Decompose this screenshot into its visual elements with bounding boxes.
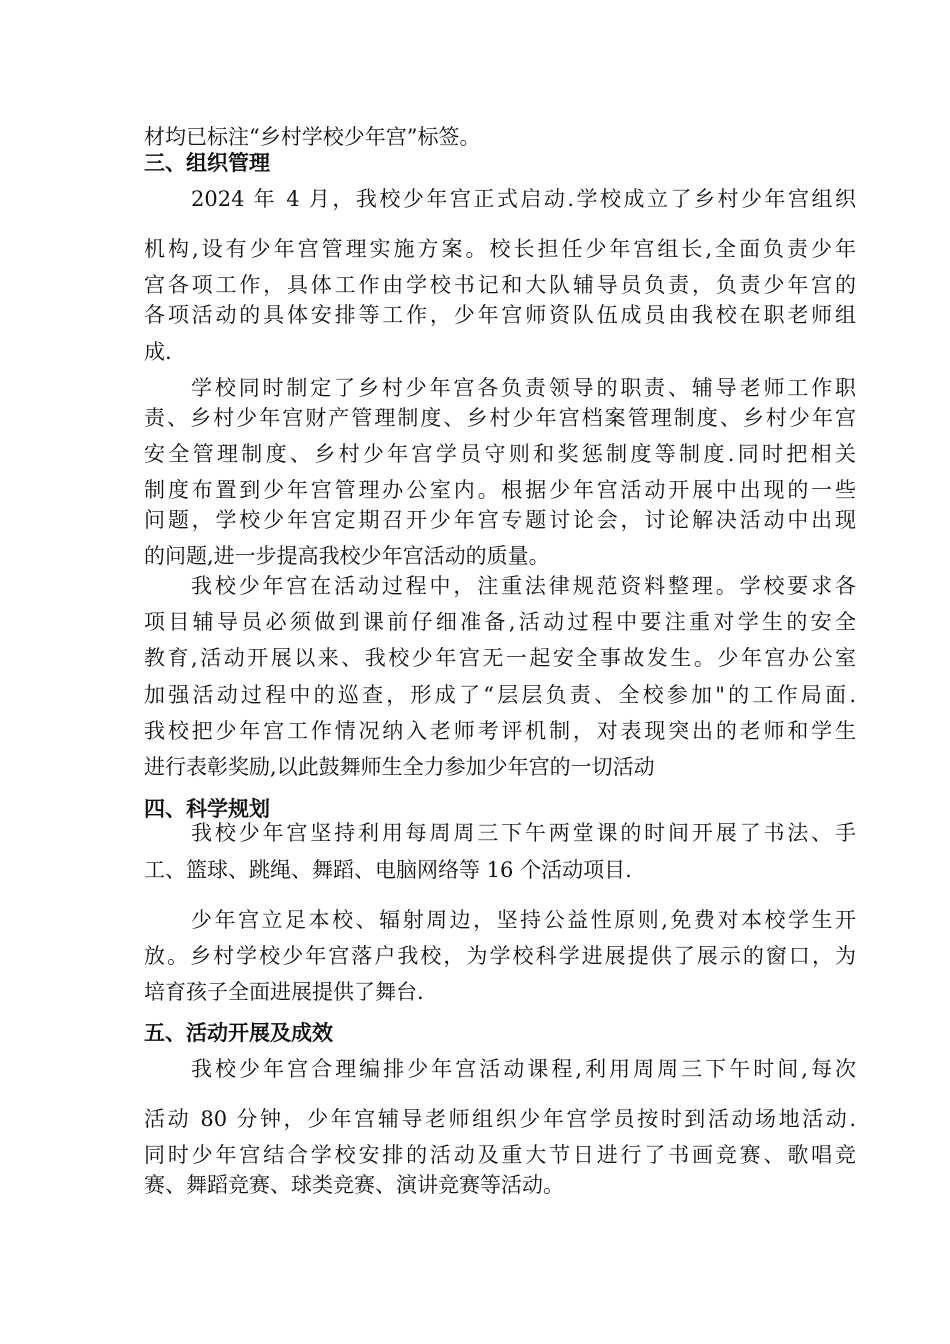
paragraph-line: 宫各项工作，具体工作由学校书记和大队辅导员负责，负责少年宫的 [144,273,856,297]
paragraph-line: 同时少年宫结合学校安排的活动及重大节日进行了书画竞赛、歌唱竞 [144,1143,856,1167]
paragraph-line: 教育,活动开展以来、我校少年宫无一起安全事故发生。少年宫办公室 [144,646,856,670]
paragraph-line: 问题，学校少年宫定期召开少年宫专题讨论会，讨论解决活动中出现 [144,508,856,532]
paragraph-line: 放。乡村学校少年宫落户我校，为学校科学进展提供了展示的窗口，为 [144,944,856,968]
paragraph-line: 少年宫立足本校、辐射周边，坚持公益性原则,免费对本校学生开 [191,908,856,932]
paragraph-line: 制度布置到少年宫管理办公室内。根据少年宫活动开展中出现的一些 [144,478,856,502]
paragraph-line: 学校同时制定了乡村少年宫各负责领导的职责、辅导老师工作职 [191,376,856,400]
paragraph-line: 赛、舞蹈竞赛、球类竞赛、演讲竞赛等活动。 [144,1173,564,1197]
paragraph-line: 的问题,进一步提高我校少年宫活动的质量。 [144,544,550,568]
paragraph-line: 我校少年宫合理编排少年宫活动课程,利用周周三下午时间,每次 [191,1057,856,1081]
paragraph-line: 加强活动过程中的巡查，形成了“层层负责、全校参加"的工作局面. [144,683,856,707]
paragraph-line: 进行表彰奖励,以此鼓舞师生全力参加少年宫的一切活动 [144,755,655,779]
paragraph-line: 安全管理制度、乡村少年宫学员守则和奖惩制度等制度.同时把相关 [144,442,856,466]
paragraph-line: 机构,设有少年宫管理实施方案。校长担任少年宫组长,全面负责少年 [144,237,856,261]
paragraph-line: 我校少年宫坚持利用每周周三下午两堂课的时间开展了书法、手 [191,821,856,845]
paragraph-line: 成. [144,340,172,364]
paragraph-line: 2024 年 4 月，我校少年宫正式启动.学校成立了乡村少年宫组织 [191,187,856,211]
section-heading-organization: 三、组织管理 [144,151,270,175]
paragraph-line: 责、乡村少年宫财产管理制度、乡村少年宫档案管理制度、乡村少年宫 [144,406,856,430]
paragraph-line: 项目辅导员必须做到课前仔细准备,活动过程中要注重对学生的安全 [144,610,856,634]
paragraph-line: 培育孩子全面进展提供了舞台. [144,980,424,1004]
section-heading-activities: 五、活动开展及成效 [144,1021,333,1045]
section-heading-planning: 四、科学规划 [144,797,270,821]
paragraph-line: 材均已标注“乡村学校少年宫”标签。 [144,125,481,149]
paragraph-line: 工、篮球、跳绳、舞蹈、电脑网络等 16 个活动项目. [144,858,632,882]
paragraph-line: 我校少年宫在活动过程中，注重法律规范资料整理。学校要求各 [191,574,856,598]
paragraph-line: 我校把少年宫工作情况纳入老师考评机制，对表现突出的老师和学生 [144,719,856,743]
paragraph-line: 各项活动的具体安排等工作，少年宫师资队伍成员由我校在职老师组 [144,303,856,327]
paragraph-line: 活动 80 分钟，少年宫辅导老师组织少年宫学员按时到活动场地活动. [144,1107,856,1131]
